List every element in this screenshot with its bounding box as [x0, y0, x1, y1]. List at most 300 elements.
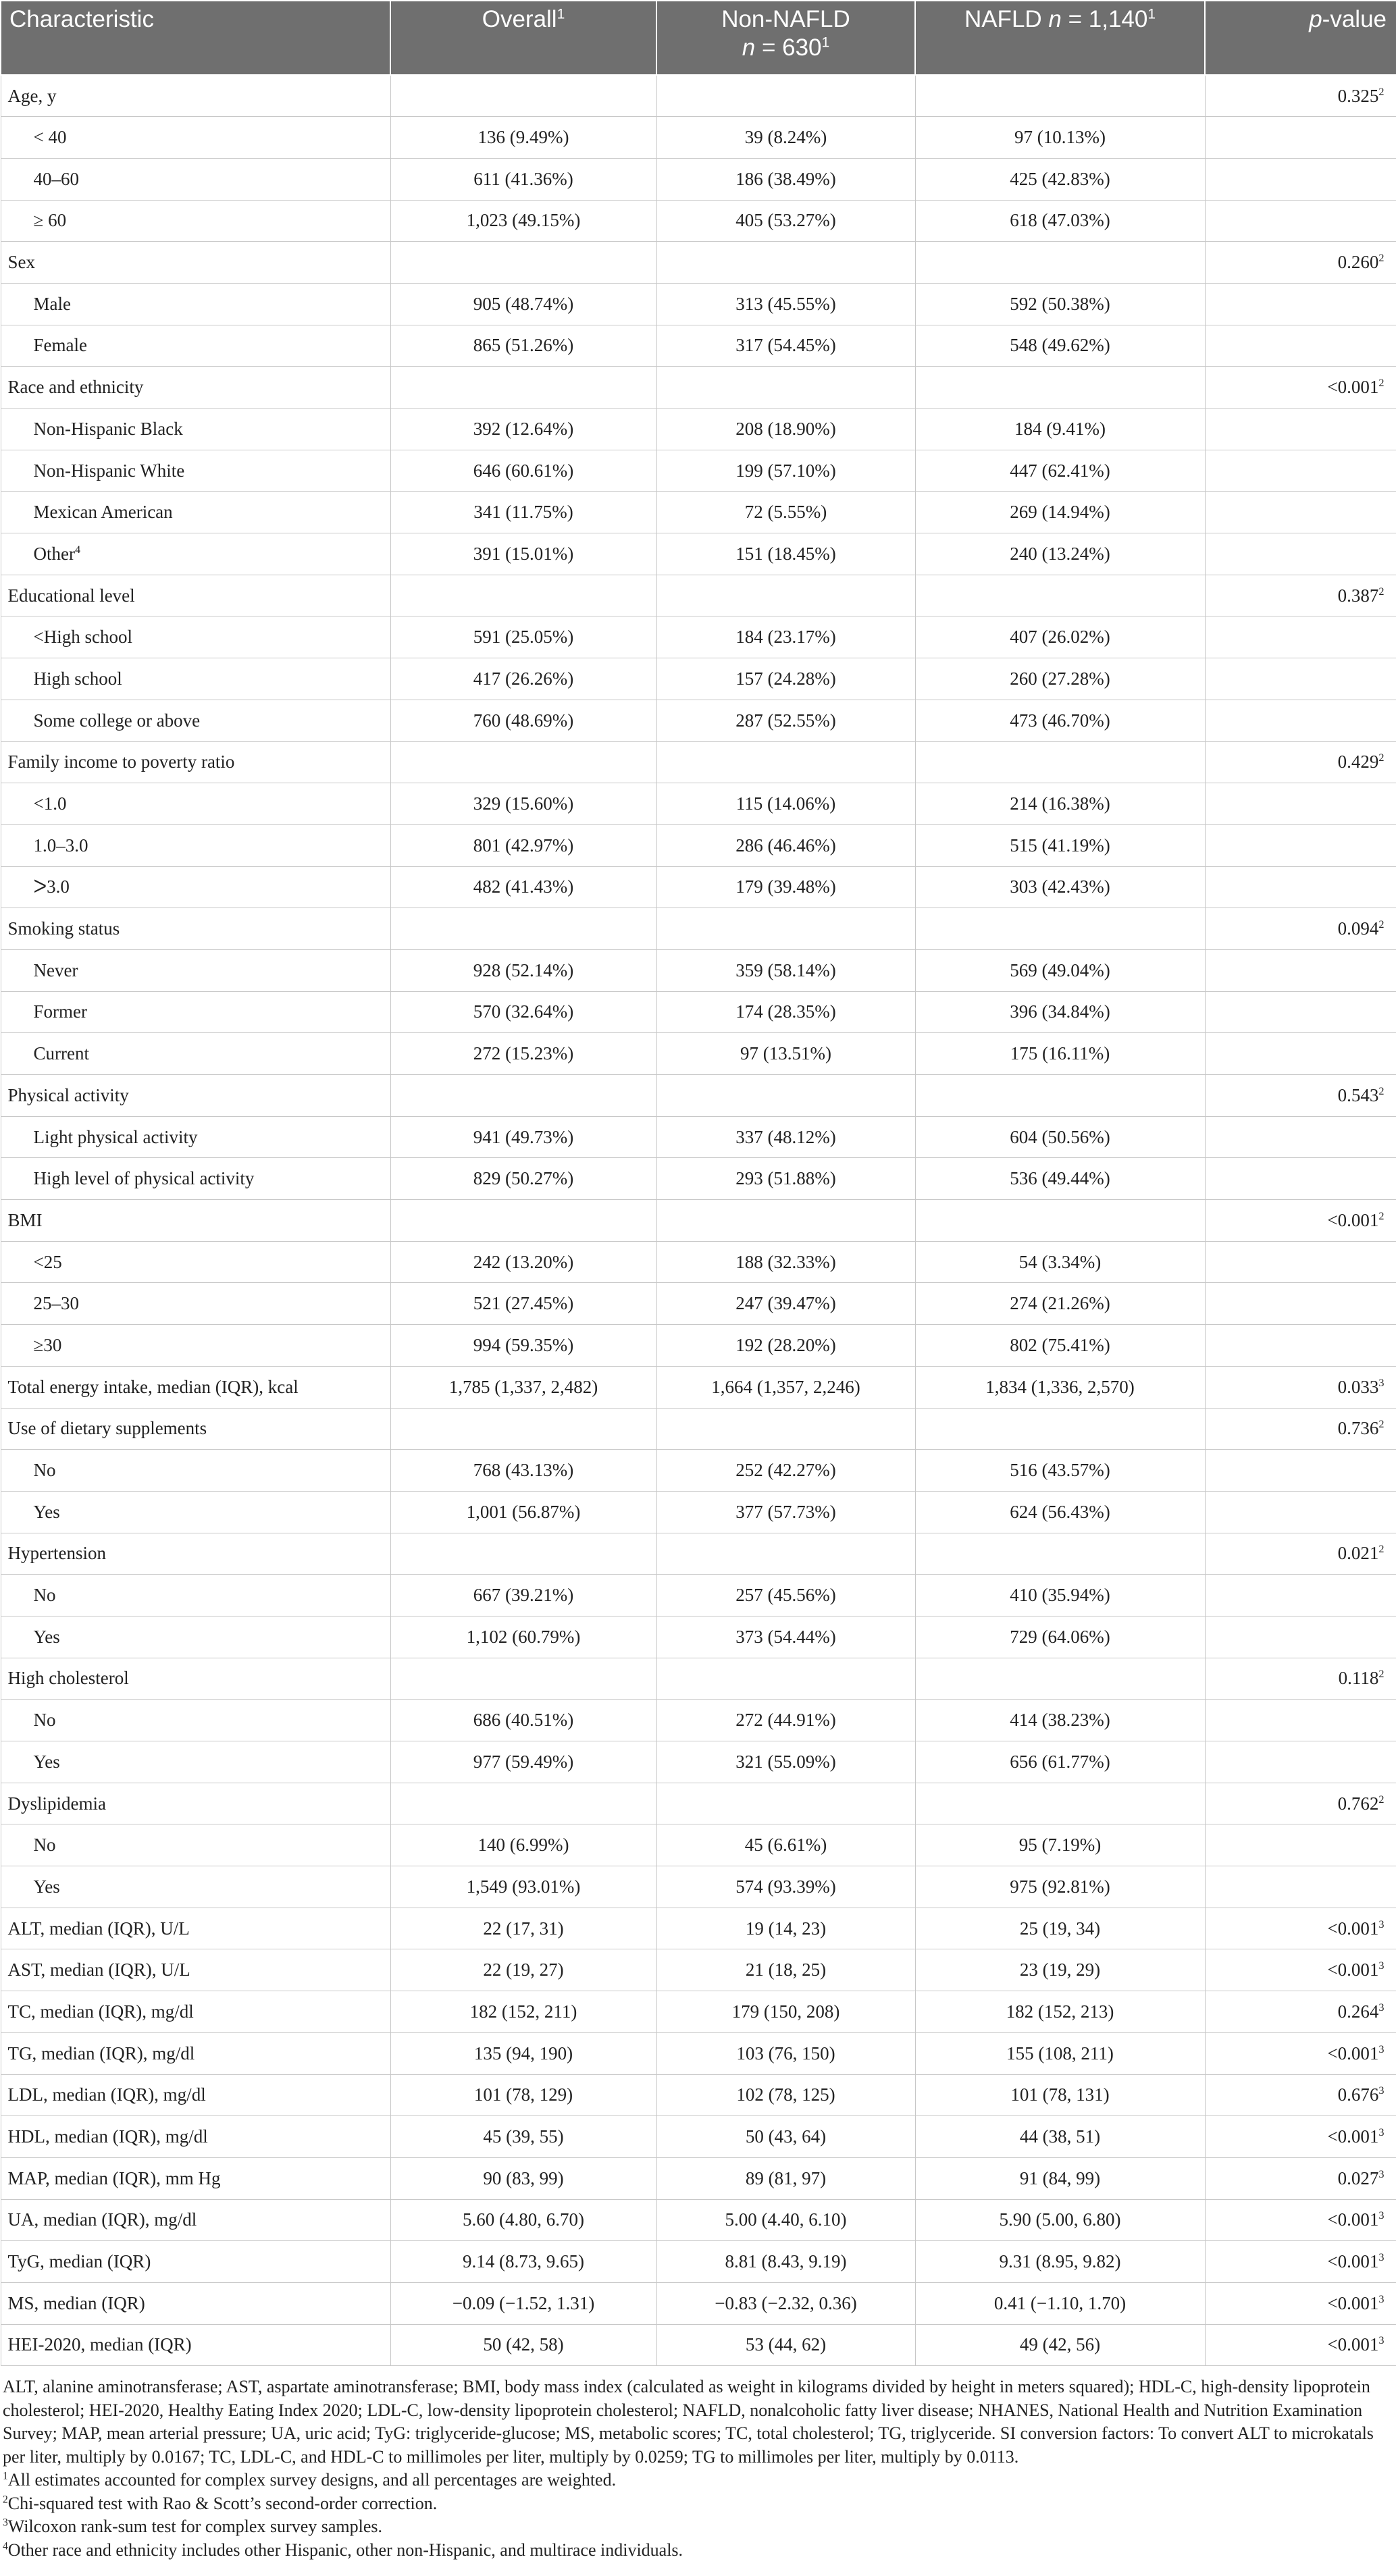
cell-non-nafld: [656, 1200, 915, 1242]
cell-p-value: [1205, 409, 1396, 450]
cell-overall: 140 (6.99%): [390, 1824, 656, 1866]
cell-p-value: [1205, 1491, 1396, 1533]
cell-overall: 521 (27.45%): [390, 1283, 656, 1325]
cell-nafld: 410 (35.94%): [915, 1575, 1205, 1616]
cell-nafld: [915, 1075, 1205, 1117]
table-row: [1, 283, 1396, 325]
table-row: [1, 908, 1396, 950]
cell-nafld: 5.90 (5.00, 6.80): [915, 2199, 1205, 2241]
cell-nafld: 155 (108, 211): [915, 2032, 1205, 2074]
row-label: TC, median (IQR), mg/dl: [1, 1991, 390, 2033]
cell-overall: 646 (60.61%): [390, 450, 656, 492]
row-label: < 40: [1, 117, 390, 159]
table-row: [1, 1116, 1396, 1158]
cell-non-nafld: 574 (93.39%): [656, 1866, 915, 1908]
row-label: Family income to poverty ratio: [1, 741, 390, 783]
row-label: Use of dietary supplements: [1, 1408, 390, 1450]
row-label: TyG, median (IQR): [1, 2241, 390, 2283]
cell-nafld: [915, 242, 1205, 284]
cell-nafld: 175 (16.11%): [915, 1033, 1205, 1075]
cell-p-value: [1205, 492, 1396, 533]
table-row: [1, 700, 1396, 741]
cell-non-nafld: 252 (42.27%): [656, 1450, 915, 1492]
cell-overall: 182 (152, 211): [390, 1991, 656, 2033]
row-label: HEI-2020, median (IQR): [1, 2324, 390, 2366]
cell-nafld: 729 (64.06%): [915, 1616, 1205, 1658]
cell-overall: 45 (39, 55): [390, 2116, 656, 2158]
cell-nafld: 0.41 (−1.10, 1.70): [915, 2282, 1205, 2324]
table-row: [1, 824, 1396, 866]
cell-non-nafld: 247 (39.47%): [656, 1283, 915, 1325]
table-row: [1, 1616, 1396, 1658]
cell-nafld: [915, 367, 1205, 409]
cell-non-nafld: 179 (39.48%): [656, 866, 915, 908]
cell-nafld: 802 (75.41%): [915, 1325, 1205, 1367]
table-row: [1, 1241, 1396, 1283]
cell-p-value: [1205, 1450, 1396, 1492]
table-row: [1, 1741, 1396, 1783]
cell-overall: −0.09 (−1.52, 1.31): [390, 2282, 656, 2324]
row-label: Some college or above: [1, 700, 390, 741]
cell-non-nafld: 19 (14, 23): [656, 1908, 915, 1949]
cell-p-value: 0.387$^2$: [1205, 575, 1396, 616]
cell-nafld: [915, 1533, 1205, 1575]
cell-nafld: 396 (34.84%): [915, 991, 1205, 1033]
cell-p-value: [1205, 1616, 1396, 1658]
cell-nafld: 592 (50.38%): [915, 283, 1205, 325]
cell-nafld: 97 (10.13%): [915, 117, 1205, 159]
cell-nafld: 240 (13.24%): [915, 533, 1205, 575]
row-label: Educational level: [1, 575, 390, 616]
table-row: [1, 75, 1396, 117]
footnote-3: $^3$Wilcoxon rank-sum test for complex survey samples.: [3, 2517, 383, 2537]
cell-overall: 482 (41.43%): [390, 866, 656, 908]
cell-p-value: 0.033$^3$: [1205, 1366, 1396, 1408]
cell-nafld: 624 (56.43%): [915, 1491, 1205, 1533]
row-label: Total energy intake, median (IQR), kcal: [1, 1366, 390, 1408]
cell-nafld: 414 (38.23%): [915, 1700, 1205, 1741]
cell-nafld: 473 (46.70%): [915, 700, 1205, 741]
header-p-value: p-value: [1205, 1, 1396, 75]
cell-p-value: [1205, 117, 1396, 159]
table-row: [1, 492, 1396, 533]
table-row: [1, 158, 1396, 200]
cell-non-nafld: 373 (54.44%): [656, 1616, 915, 1658]
cell-nafld: [915, 1408, 1205, 1450]
cell-p-value: [1205, 1741, 1396, 1783]
table-row: [1, 1991, 1396, 2033]
cell-p-value: [1205, 783, 1396, 825]
table-row: [1, 409, 1396, 450]
footnote-4: $^4$Other race and ethnicity includes other Hispanic, other non-Hispanic, and multirace individuals.: [3, 2540, 683, 2560]
table-row: [1, 1325, 1396, 1367]
row-label: Female: [1, 325, 390, 367]
cell-nafld: 269 (14.94%): [915, 492, 1205, 533]
header-row: [1, 1, 1396, 75]
cell-overall: 611 (41.36%): [390, 158, 656, 200]
cell-nafld: 303 (42.43%): [915, 866, 1205, 908]
row-label: <25: [1, 1241, 390, 1283]
cell-p-value: [1205, 1700, 1396, 1741]
row-label: AST, median (IQR), U/L: [1, 1949, 390, 1991]
row-label: 1.0–3.0: [1, 824, 390, 866]
row-label: Hypertension: [1, 1533, 390, 1575]
cell-non-nafld: [656, 908, 915, 950]
row-label: Age, y: [1, 75, 390, 117]
cell-overall: 392 (12.64%): [390, 409, 656, 450]
row-label: Former: [1, 991, 390, 1033]
table-row: [1, 1075, 1396, 1117]
cell-overall: 272 (15.23%): [390, 1033, 656, 1075]
cell-non-nafld: 53 (44, 62): [656, 2324, 915, 2366]
cell-overall: [390, 1658, 656, 1700]
cell-overall: 760 (48.69%): [390, 700, 656, 741]
cell-overall: 829 (50.27%): [390, 1158, 656, 1200]
row-label: LDL, median (IQR), mg/dl: [1, 2074, 390, 2116]
cell-non-nafld: 192 (28.20%): [656, 1325, 915, 1367]
cell-overall: 905 (48.74%): [390, 283, 656, 325]
row-label: 40–60: [1, 158, 390, 200]
footnote-1: $^1$All estimates accounted for complex survey designs, and all percentages are weighted.: [3, 2470, 617, 2490]
cell-nafld: 95 (7.19%): [915, 1824, 1205, 1866]
cell-p-value: [1205, 158, 1396, 200]
cell-overall: [390, 1408, 656, 1450]
table-row: [1, 1283, 1396, 1325]
header-overall: Overall$^1$: [390, 1, 656, 75]
cell-p-value: [1205, 700, 1396, 741]
cell-nafld: [915, 1658, 1205, 1700]
cell-overall: 417 (26.26%): [390, 658, 656, 700]
row-label: High school: [1, 658, 390, 700]
cell-nafld: 656 (61.77%): [915, 1741, 1205, 1783]
cell-nafld: 425 (42.83%): [915, 158, 1205, 200]
row-label: Race and ethnicity: [1, 367, 390, 409]
cell-overall: 22 (19, 27): [390, 1949, 656, 1991]
row-label: MAP, median (IQR), mm Hg: [1, 2157, 390, 2199]
header-characteristic: Characteristic: [1, 1, 390, 75]
cell-non-nafld: [656, 741, 915, 783]
cell-overall: 242 (13.20%): [390, 1241, 656, 1283]
table-row: [1, 575, 1396, 616]
cell-p-value: [1205, 200, 1396, 242]
table-row: [1, 242, 1396, 284]
cell-p-value: 0.260$^2$: [1205, 242, 1396, 284]
cell-overall: 1,023 (49.15%): [390, 200, 656, 242]
cell-p-value: $<0.001^3$: [1205, 2032, 1396, 2074]
table-row: [1, 658, 1396, 700]
row-label: Non-Hispanic Black: [1, 409, 390, 450]
cell-non-nafld: 8.81 (8.43, 9.19): [656, 2241, 915, 2283]
cell-overall: 90 (83, 99): [390, 2157, 656, 2199]
cell-nafld: 604 (50.56%): [915, 1116, 1205, 1158]
row-label: Dyslipidemia: [1, 1783, 390, 1824]
cell-nafld: 44 (38, 51): [915, 2116, 1205, 2158]
cell-non-nafld: [656, 242, 915, 284]
table-row: [1, 1575, 1396, 1616]
cell-p-value: [1205, 1325, 1396, 1367]
table-row: [1, 2199, 1396, 2241]
cell-p-value: [1205, 866, 1396, 908]
table-row: [1, 1366, 1396, 1408]
cell-nafld: 569 (49.04%): [915, 949, 1205, 991]
row-label: High cholesterol: [1, 1658, 390, 1700]
cell-nafld: 101 (78, 131): [915, 2074, 1205, 2116]
row-label: No: [1, 1450, 390, 1492]
row-label: Non-Hispanic White: [1, 450, 390, 492]
row-label: Light physical activity: [1, 1116, 390, 1158]
cell-non-nafld: 337 (48.12%): [656, 1116, 915, 1158]
cell-overall: [390, 741, 656, 783]
cell-non-nafld: 102 (78, 125): [656, 2074, 915, 2116]
cell-nafld: [915, 1200, 1205, 1242]
cell-non-nafld: 5.00 (4.40, 6.10): [656, 2199, 915, 2241]
row-label: MS, median (IQR): [1, 2282, 390, 2324]
cell-overall: 686 (40.51%): [390, 1700, 656, 1741]
cell-non-nafld: 186 (38.49%): [656, 158, 915, 200]
cell-non-nafld: 103 (76, 150): [656, 2032, 915, 2074]
cell-p-value: [1205, 1866, 1396, 1908]
cell-non-nafld: 257 (45.56%): [656, 1575, 915, 1616]
cell-non-nafld: 39 (8.24%): [656, 117, 915, 159]
cell-overall: 865 (51.26%): [390, 325, 656, 367]
cell-p-value: $<0.001^3$: [1205, 2324, 1396, 2366]
cell-overall: 50 (42, 58): [390, 2324, 656, 2366]
cell-p-value: $<0.001^3$: [1205, 2116, 1396, 2158]
cell-overall: [390, 1075, 656, 1117]
table-row: [1, 2157, 1396, 2199]
row-label: No: [1, 1700, 390, 1741]
table-row: [1, 367, 1396, 409]
table-row: [1, 1700, 1396, 1741]
cell-non-nafld: 1,664 (1,357, 2,246): [656, 1366, 915, 1408]
cell-overall: 570 (32.64%): [390, 991, 656, 1033]
cell-non-nafld: 21 (18, 25): [656, 1949, 915, 1991]
cell-non-nafld: 405 (53.27%): [656, 200, 915, 242]
cell-nafld: 182 (152, 213): [915, 1991, 1205, 2033]
cell-overall: 136 (9.49%): [390, 117, 656, 159]
footnote-2: $^2$Chi-squared test with Rao & Scott’s second-order correction.: [3, 2493, 438, 2513]
cell-nafld: 447 (62.41%): [915, 450, 1205, 492]
cell-non-nafld: 188 (32.33%): [656, 1241, 915, 1283]
table-row: [1, 2241, 1396, 2283]
cell-p-value: [1205, 1241, 1396, 1283]
row-label: Never: [1, 949, 390, 991]
cell-nafld: 536 (49.44%): [915, 1158, 1205, 1200]
cell-non-nafld: 45 (6.61%): [656, 1824, 915, 1866]
cell-p-value: [1205, 991, 1396, 1033]
table-row: [1, 1158, 1396, 1200]
cell-nafld: [915, 908, 1205, 950]
cell-p-value: 0.325$^2$: [1205, 75, 1396, 117]
cell-nafld: 515 (41.19%): [915, 824, 1205, 866]
cell-nafld: [915, 575, 1205, 616]
cell-non-nafld: 151 (18.45%): [656, 533, 915, 575]
cell-nafld: 260 (27.28%): [915, 658, 1205, 700]
table-row: [1, 2324, 1396, 2366]
row-label: BMI: [1, 1200, 390, 1242]
cell-overall: 341 (11.75%): [390, 492, 656, 533]
cell-nafld: 54 (3.34%): [915, 1241, 1205, 1283]
cell-nafld: 91 (84, 99): [915, 2157, 1205, 2199]
cell-non-nafld: 157 (24.28%): [656, 658, 915, 700]
table-row: [1, 450, 1396, 492]
cell-p-value: 0.543$^2$: [1205, 1075, 1396, 1117]
table-row: [1, 1783, 1396, 1824]
cell-overall: [390, 242, 656, 284]
cell-overall: 591 (25.05%): [390, 616, 656, 658]
cell-overall: 941 (49.73%): [390, 1116, 656, 1158]
table-row: [1, 2074, 1396, 2116]
cell-p-value: [1205, 1158, 1396, 1200]
table-row: [1, 2282, 1396, 2324]
cell-p-value: [1205, 325, 1396, 367]
cell-overall: 1,549 (93.01%): [390, 1866, 656, 1908]
cell-non-nafld: 199 (57.10%): [656, 450, 915, 492]
row-label: High level of physical activity: [1, 1158, 390, 1200]
table-row: [1, 1033, 1396, 1075]
cell-p-value: $<0.001^3$: [1205, 2282, 1396, 2324]
cell-p-value: [1205, 616, 1396, 658]
table-row: [1, 949, 1396, 991]
cell-p-value: 0.736$^2$: [1205, 1408, 1396, 1450]
cell-p-value: [1205, 658, 1396, 700]
row-label: Yes: [1, 1616, 390, 1658]
table-row: [1, 325, 1396, 367]
cell-non-nafld: 174 (28.35%): [656, 991, 915, 1033]
cell-non-nafld: 293 (51.88%): [656, 1158, 915, 1200]
cell-non-nafld: [656, 1658, 915, 1700]
cell-non-nafld: [656, 1408, 915, 1450]
cell-p-value: [1205, 1283, 1396, 1325]
cell-p-value: 0.118$^2$: [1205, 1658, 1396, 1700]
cell-non-nafld: 317 (54.45%): [656, 325, 915, 367]
cell-p-value: 0.094$^2$: [1205, 908, 1396, 950]
cell-nafld: [915, 741, 1205, 783]
table-row: [1, 1908, 1396, 1949]
cell-overall: 1,102 (60.79%): [390, 1616, 656, 1658]
table-row: [1, 117, 1396, 159]
cell-non-nafld: 184 (23.17%): [656, 616, 915, 658]
cell-non-nafld: 377 (57.73%): [656, 1491, 915, 1533]
cell-non-nafld: 115 (14.06%): [656, 783, 915, 825]
header-non-nafld: Non-NAFLD $n = 630^1$: [656, 1, 915, 75]
row-label: UA, median (IQR), mg/dl: [1, 2199, 390, 2241]
cell-non-nafld: 321 (55.09%): [656, 1741, 915, 1783]
cell-non-nafld: 287 (52.55%): [656, 700, 915, 741]
cell-overall: 667 (39.21%): [390, 1575, 656, 1616]
table-row: [1, 783, 1396, 825]
cell-p-value: $<0.001^2$: [1205, 367, 1396, 409]
cell-overall: 22 (17, 31): [390, 1908, 656, 1949]
cell-non-nafld: 208 (18.90%): [656, 409, 915, 450]
cell-p-value: $<0.001^3$: [1205, 2199, 1396, 2241]
cell-p-value: [1205, 1824, 1396, 1866]
cell-non-nafld: [656, 575, 915, 616]
table-row: [1, 1949, 1396, 1991]
table-row: [1, 1824, 1396, 1866]
cell-p-value: $<0.001^3$: [1205, 1949, 1396, 1991]
header-nafld: NAFLD $n = 1,140^1$: [915, 1, 1205, 75]
row-label: No: [1, 1575, 390, 1616]
cell-nafld: 184 (9.41%): [915, 409, 1205, 450]
cell-non-nafld: 89 (81, 97): [656, 2157, 915, 2199]
cell-p-value: [1205, 283, 1396, 325]
cell-non-nafld: [656, 367, 915, 409]
cell-nafld: 23 (19, 29): [915, 1949, 1205, 1991]
row-label: HDL, median (IQR), mg/dl: [1, 2116, 390, 2158]
cell-p-value: [1205, 450, 1396, 492]
cell-p-value: [1205, 1575, 1396, 1616]
cell-overall: 768 (43.13%): [390, 1450, 656, 1492]
cell-nafld: 975 (92.81%): [915, 1866, 1205, 1908]
row-label: Yes: [1, 1491, 390, 1533]
row-label: Male: [1, 283, 390, 325]
cell-non-nafld: 359 (58.14%): [656, 949, 915, 991]
cell-p-value: $<0.001^2$: [1205, 1200, 1396, 1242]
cell-p-value: $<0.001^3$: [1205, 1908, 1396, 1949]
cell-p-value: 0.264$^3$: [1205, 1991, 1396, 2033]
table-row: [1, 1658, 1396, 1700]
cell-overall: [390, 908, 656, 950]
row-label: Mexican American: [1, 492, 390, 533]
cell-nafld: [915, 75, 1205, 117]
table-row: [1, 200, 1396, 242]
table-row: [1, 533, 1396, 575]
table-row: [1, 1491, 1396, 1533]
cell-overall: [390, 1783, 656, 1824]
row-label: Current: [1, 1033, 390, 1075]
footnote-abbreviations: ALT, alanine aminotransferase; AST, aspartate aminotransferase; BMI, body mass index (calculated as weight in kilograms divided by height in meters squared); HDL-C, high-density lipoprotein cholesterol; HEI-2020, Healthy Eating Index 2020; LDL-C, low-density lipoprotein cholesterol; NAFLD, nonalcoholic fatty liver disease; NHANES, National Health and Nutrition Examination Survey; MAP, mean arterial pressure; UA, uric acid; TyG: triglyceride-glucose; MS, metabolic scores; TC, total cholesterol; TG, triglyceride. SI conversion factors: To convert ALT to microkatals per liter, multiply by 0.0167; TC, LDL-C, and HDL-C to millimoles per liter, multiply by 0.0259; TG to millimoles per liter, multiply by 0.0113.: [3, 2377, 1374, 2467]
cell-overall: [390, 575, 656, 616]
cell-nafld: 618 (47.03%): [915, 200, 1205, 242]
cell-overall: 1,785 (1,337, 2,482): [390, 1366, 656, 1408]
cell-overall: 391 (15.01%): [390, 533, 656, 575]
cell-nafld: 25 (19, 34): [915, 1908, 1205, 1949]
table-row: [1, 1450, 1396, 1492]
cell-overall: [390, 75, 656, 117]
row-label: Yes: [1, 1866, 390, 1908]
cell-non-nafld: 97 (13.51%): [656, 1033, 915, 1075]
cell-non-nafld: [656, 75, 915, 117]
table-row: [1, 866, 1396, 908]
cell-non-nafld: 272 (44.91%): [656, 1700, 915, 1741]
cell-non-nafld: [656, 1783, 915, 1824]
cell-nafld: 516 (43.57%): [915, 1450, 1205, 1492]
table-row: [1, 1408, 1396, 1450]
cell-overall: 1,001 (56.87%): [390, 1491, 656, 1533]
cell-overall: 329 (15.60%): [390, 783, 656, 825]
cell-non-nafld: 286 (46.46%): [656, 824, 915, 866]
row-label: ≥30: [1, 1325, 390, 1367]
table-body: [1, 75, 1396, 2366]
row-label: No: [1, 1824, 390, 1866]
row-label: Yes: [1, 1741, 390, 1783]
row-label: ALT, median (IQR), U/L: [1, 1908, 390, 1949]
table-footnotes: [0, 2366, 1396, 2562]
cell-non-nafld: 313 (45.55%): [656, 283, 915, 325]
cell-non-nafld: [656, 1075, 915, 1117]
row-label: ≥ 60: [1, 200, 390, 242]
cell-overall: 101 (78, 129): [390, 2074, 656, 2116]
cell-overall: 9.14 (8.73, 9.65): [390, 2241, 656, 2283]
table-row: [1, 2116, 1396, 2158]
table-row: [1, 1866, 1396, 1908]
row-label: <High school: [1, 616, 390, 658]
cell-non-nafld: 72 (5.55%): [656, 492, 915, 533]
cell-nafld: 548 (49.62%): [915, 325, 1205, 367]
cell-overall: 135 (94, 190): [390, 2032, 656, 2074]
cell-non-nafld: 50 (43, 64): [656, 2116, 915, 2158]
